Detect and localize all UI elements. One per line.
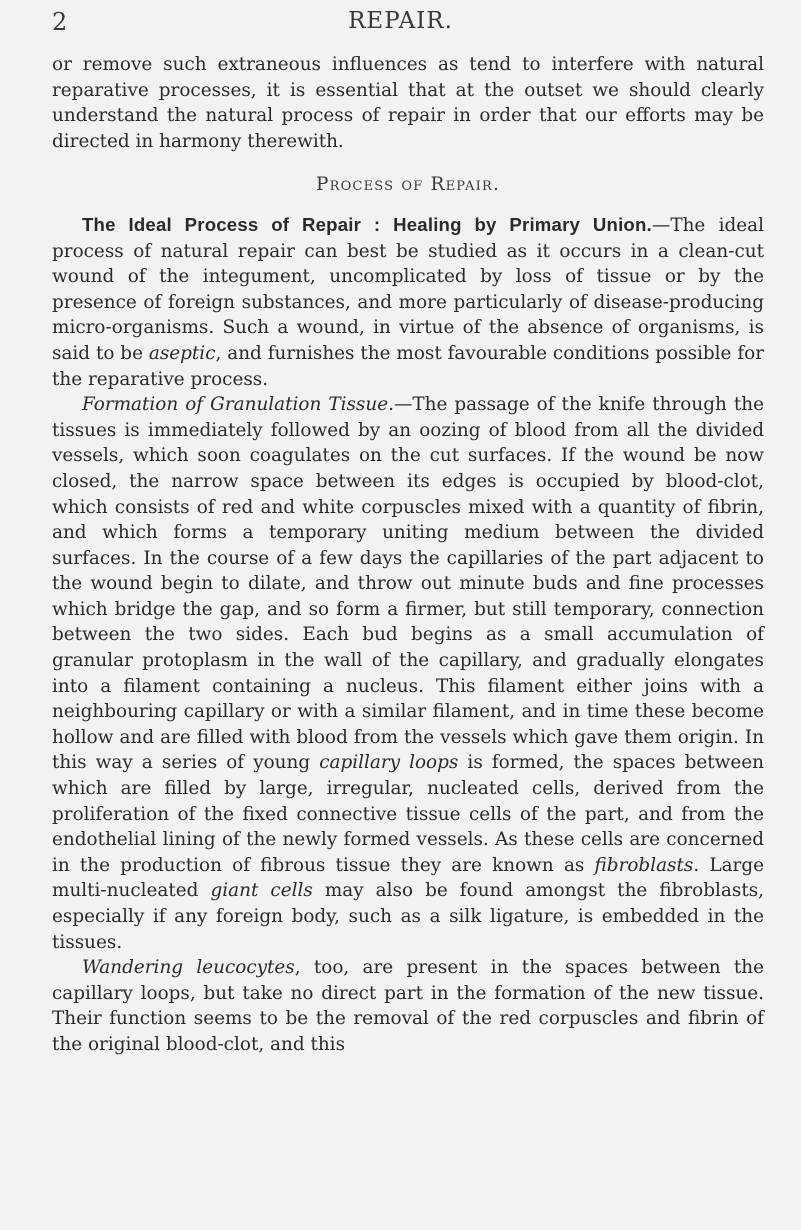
term-capillary-loops: capillary loops — [319, 752, 459, 774]
granulation-heading: Formation of Granulation Tissue. — [82, 394, 394, 416]
running-head — [0, 8, 801, 38]
leucocytes-heading: Wandering leucocytes — [82, 957, 295, 979]
ideal-process-heading: The Ideal Process of Repair : Healing by Primary Union. — [82, 213, 652, 235]
granulation-text-4: may also be found amongst the fibroblasts, especially if any foreign body, such as a silk ligature, is embedded in the tissues. — [52, 880, 764, 953]
ideal-process-text-1: —The ideal process of natural repair can best be studied as it occurs in a clean-cut wound of the integument, uncomplicated by loss of tissue or by the presence of foreign substances, and more particularly of disease-producing micro-organisms. Such a wound, in virtue of the absence of organisms, is said to be — [52, 214, 764, 364]
ideal-process-text-2: , and furnishes the most favourable conditions possible for the reparative process. — [52, 342, 764, 390]
granulation-paragraph — [52, 392, 764, 955]
granulation-text-3: . Large multi-nucleated — [52, 854, 764, 902]
term-fibroblasts: fibroblasts — [594, 854, 694, 876]
section-heading: Process of Repair. — [315, 174, 501, 196]
ideal-process-paragraph — [52, 212, 764, 392]
running-title: REPAIR. — [348, 8, 453, 34]
intro-paragraph: or remove such extraneous influences as tend to interfere with natural reparative processes, it is essential that at the outset we should clearly understand the natural process of repair in order that our efforts may be directed in harmony therewith. — [52, 54, 764, 152]
granulation-text-1: —The passage of the knife through the tissues is immediately followed by an oozing of blood from all the divided vessels, which soon coagulates on the cut surfaces. If the wound be now closed, the narrow space between its edges is occupied by blood-clot, which consists of red and white corpuscles mixed with a quantity of fibrin, and which forms a temporary uniting medium between the divided surfaces. In the course of a few days the capillaries of the part adjacent to the wound begin to dilate, and throw out minute buds and fine processes which bridge the gap, and so form a firmer, but still temporary, connection between the two sides. Each bud begins as a small accumulation of granular protoplasm in the wall of the capillary, and gradually elongates into a filament containing a nucleus. This filament either joins with a neighbouring capillary or with a similar filament, and in time these become hollow and are filled with blood from the vessels which gave them origin. In this way a series of young — [52, 394, 764, 774]
granulation-text-2: is formed, the spaces between which are filled by large, irregular, nucleated cells, derived from the proliferation of the fixed connective tissue cells of the part, and from the endothelial lining of the newly formed vessels. As these cells are concerned in the production of fibrous tissue they are known as — [52, 752, 764, 876]
page-number: 2 — [52, 8, 68, 36]
leucocytes-paragraph — [52, 955, 764, 1057]
term-aseptic: aseptic — [148, 342, 216, 364]
leucocytes-text-1: , too, are present in the spaces between the capillary loops, but take no direct part in the formation of the new tissue. Their function seems to be the removal of the red corpuscles and fibrin of the original blood-clot, and this — [52, 957, 764, 1055]
term-giant-cells: giant cells — [210, 880, 313, 902]
body-text — [52, 52, 764, 1058]
